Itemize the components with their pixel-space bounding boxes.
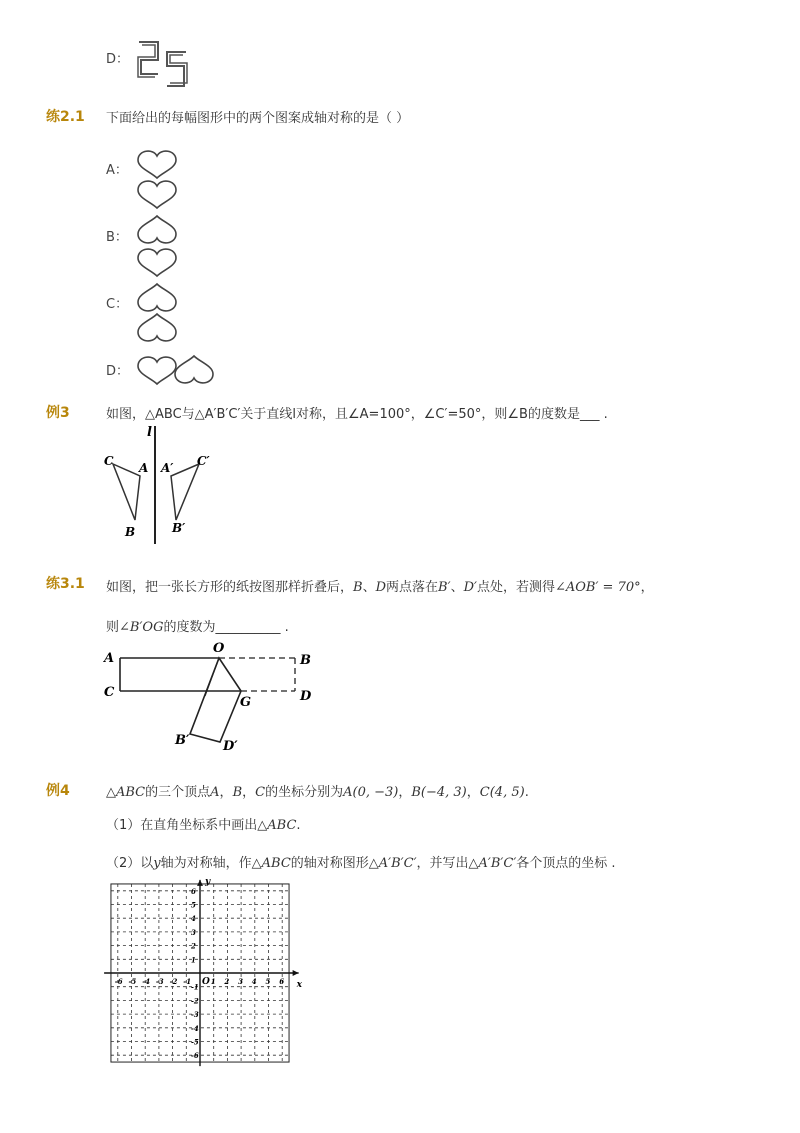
triangle-abc xyxy=(113,464,140,520)
option-c-label: C： xyxy=(106,297,129,312)
label-c: C xyxy=(104,685,115,700)
x-tick-label: -1 xyxy=(183,977,192,986)
x-tick-label: 5 xyxy=(265,977,271,986)
triangle-symmetry-figure xyxy=(95,420,235,550)
label-c: C xyxy=(104,454,114,468)
example-4-question: △ABC的三个顶点A，B，C的坐标分别为A(0, −3)，B(−4, 3)，C(4, 5). xyxy=(106,785,529,800)
label-l: l xyxy=(147,425,152,440)
y-tick-label: 3 xyxy=(191,927,196,937)
heart-icons-d xyxy=(138,356,213,384)
exercise-2-1-question: 下面给出的每幅图形中的两个图案成轴对称的是（ ） xyxy=(106,111,410,126)
origin-label: O xyxy=(202,977,210,987)
label-d-prime: D′ xyxy=(223,739,238,754)
label-b-prime: B′ xyxy=(172,521,186,535)
coordinate-grid xyxy=(100,872,315,1067)
y-axis-arrow-icon xyxy=(197,880,203,886)
y-tick-label: 6 xyxy=(191,886,196,896)
figure-25-shapes xyxy=(134,38,194,90)
exercise-2-1-label: 练2.1 xyxy=(46,109,85,125)
label-b: B xyxy=(125,525,136,539)
folded-rectangle-figure xyxy=(95,638,330,758)
label-d: D xyxy=(300,689,312,704)
option-b-label: B： xyxy=(106,230,128,245)
heart-icons-b xyxy=(138,216,176,276)
example-4-sub2: （2）以y轴为对称轴，作△ABC的轴对称图形△A′B′C′，并写出△A′B′C′各个顶点的坐标 . xyxy=(106,856,616,871)
x-tick-label: 3 xyxy=(238,977,243,986)
x-tick-label: -2 xyxy=(169,977,178,986)
y-tick-label: -1 xyxy=(191,982,199,992)
triangle-a2b2c2 xyxy=(171,464,199,520)
exercise-3-1-question-line1: 如图，把一张长方形的纸按图那样折叠后，B、D两点落在B′、D′点处，若测得∠AOB′ = 70°， xyxy=(106,580,654,595)
x-axis-arrow-icon xyxy=(293,970,299,976)
y-tick-label: -6 xyxy=(191,1051,199,1061)
heart-icons-a xyxy=(138,151,176,208)
option-a-label: A： xyxy=(106,163,128,178)
example-4-sub1: （1）在直角坐标系中画出△ABC. xyxy=(106,818,301,833)
exercise-3-1-label: 练3.1 xyxy=(46,576,85,592)
heart-icons-c xyxy=(138,284,176,341)
x-tick-label: 4 xyxy=(251,977,257,986)
heart-options-figure xyxy=(130,140,240,390)
label-b-prime: B′ xyxy=(175,733,190,748)
example-3-question: 如图，△ABC与△A′B′C′关于直线l对称，且∠A=100°，∠C′=50°，则∠B的度数是___ . xyxy=(106,407,608,422)
option-d-label-top: D： xyxy=(106,52,130,67)
y-tick-label: 2 xyxy=(191,941,196,951)
label-b: B xyxy=(300,653,311,668)
label-a: A xyxy=(139,461,149,475)
x-tick-label: -6 xyxy=(114,977,123,986)
example-3-label: 例3 xyxy=(46,405,70,421)
exercise-3-1-question-line2: 则∠B′OG的度数为__________ . xyxy=(106,620,289,635)
y-tick-label: -4 xyxy=(191,1023,199,1033)
label-a-prime: A′ xyxy=(161,461,174,475)
label-o: O xyxy=(213,641,225,656)
y-tick-label: 4 xyxy=(191,914,196,924)
y-tick-label: 1 xyxy=(191,955,196,965)
x-tick-label: -3 xyxy=(155,977,164,986)
x-tick-label: 2 xyxy=(224,977,230,986)
y-tick-label: 5 xyxy=(191,900,196,910)
label-a: A xyxy=(104,651,115,666)
y-tick-label: -3 xyxy=(191,1010,199,1020)
y-tick-label: -5 xyxy=(191,1037,199,1047)
label-g: G xyxy=(240,695,252,710)
label-c-prime: C′ xyxy=(197,454,210,468)
x-tick-label: -4 xyxy=(142,977,150,986)
example-4-label: 例4 xyxy=(46,783,70,799)
x-tick-label: 1 xyxy=(210,977,216,986)
x-axis-label: x xyxy=(296,980,303,990)
y-tick-label: -2 xyxy=(191,996,199,1006)
option-d-label: D： xyxy=(106,364,130,379)
x-tick-label: -5 xyxy=(128,977,137,986)
x-tick-label: 6 xyxy=(279,977,285,986)
y-axis-label: y xyxy=(205,876,211,887)
